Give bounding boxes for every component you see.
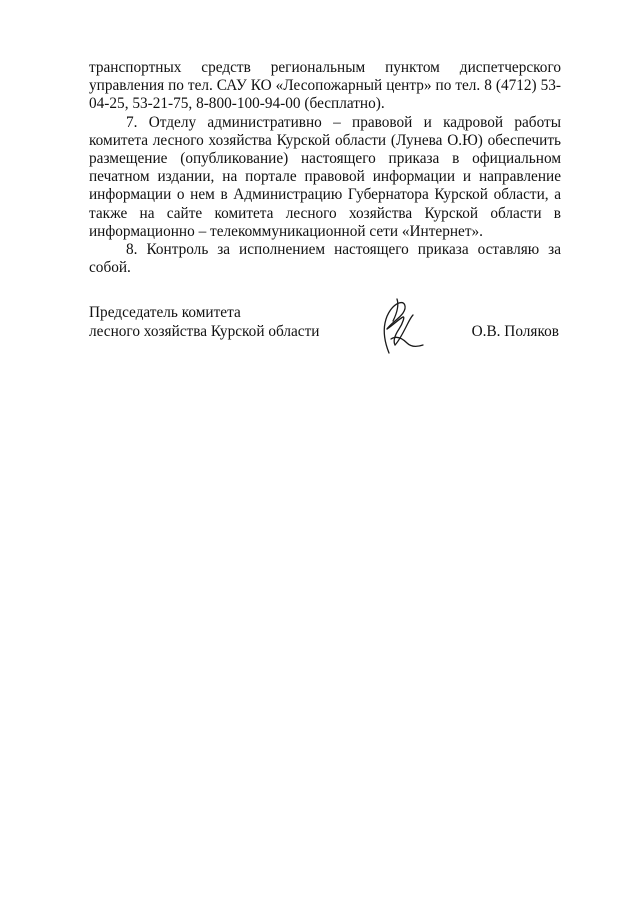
paragraph-transport-contacts: транспортных средств региональным пунктом диспетчерского управления по тел. САУ КО «Лесопожарный центр» по тел. 8 (4712) 53-04-25, 53-21-75, 8-800-100-94-00 (бесплатно). bbox=[89, 59, 561, 113]
paragraph-item-8: 8. Контроль за исполнением настоящего приказа оставляю за собой. bbox=[89, 241, 561, 277]
signature-block bbox=[89, 303, 561, 363]
paragraph-item-7: 7. Отделу административно – правовой и кадровой работы комитета лесного хозяйства Курской области (Лунева О.Ю) обеспечить размещение (опубликование) настоящего приказа в официальном печатном издании, на портале правовой информации и направление информации о нем в Администрацию Губернатора Курской области, а также на сайте комитета лесного хозяйства Курской области в информационно – телекоммуникационной сети «Интернет». bbox=[89, 113, 561, 240]
signatory-title-line-1: Председатель комитета bbox=[89, 304, 241, 321]
signatory-name: О.В. Поляков bbox=[471, 323, 559, 340]
signatory-title bbox=[89, 303, 319, 341]
document-body bbox=[89, 59, 561, 277]
handwritten-signature bbox=[375, 295, 427, 359]
signatory-title-line-2: лесного хозяйства Курской области bbox=[89, 323, 320, 340]
